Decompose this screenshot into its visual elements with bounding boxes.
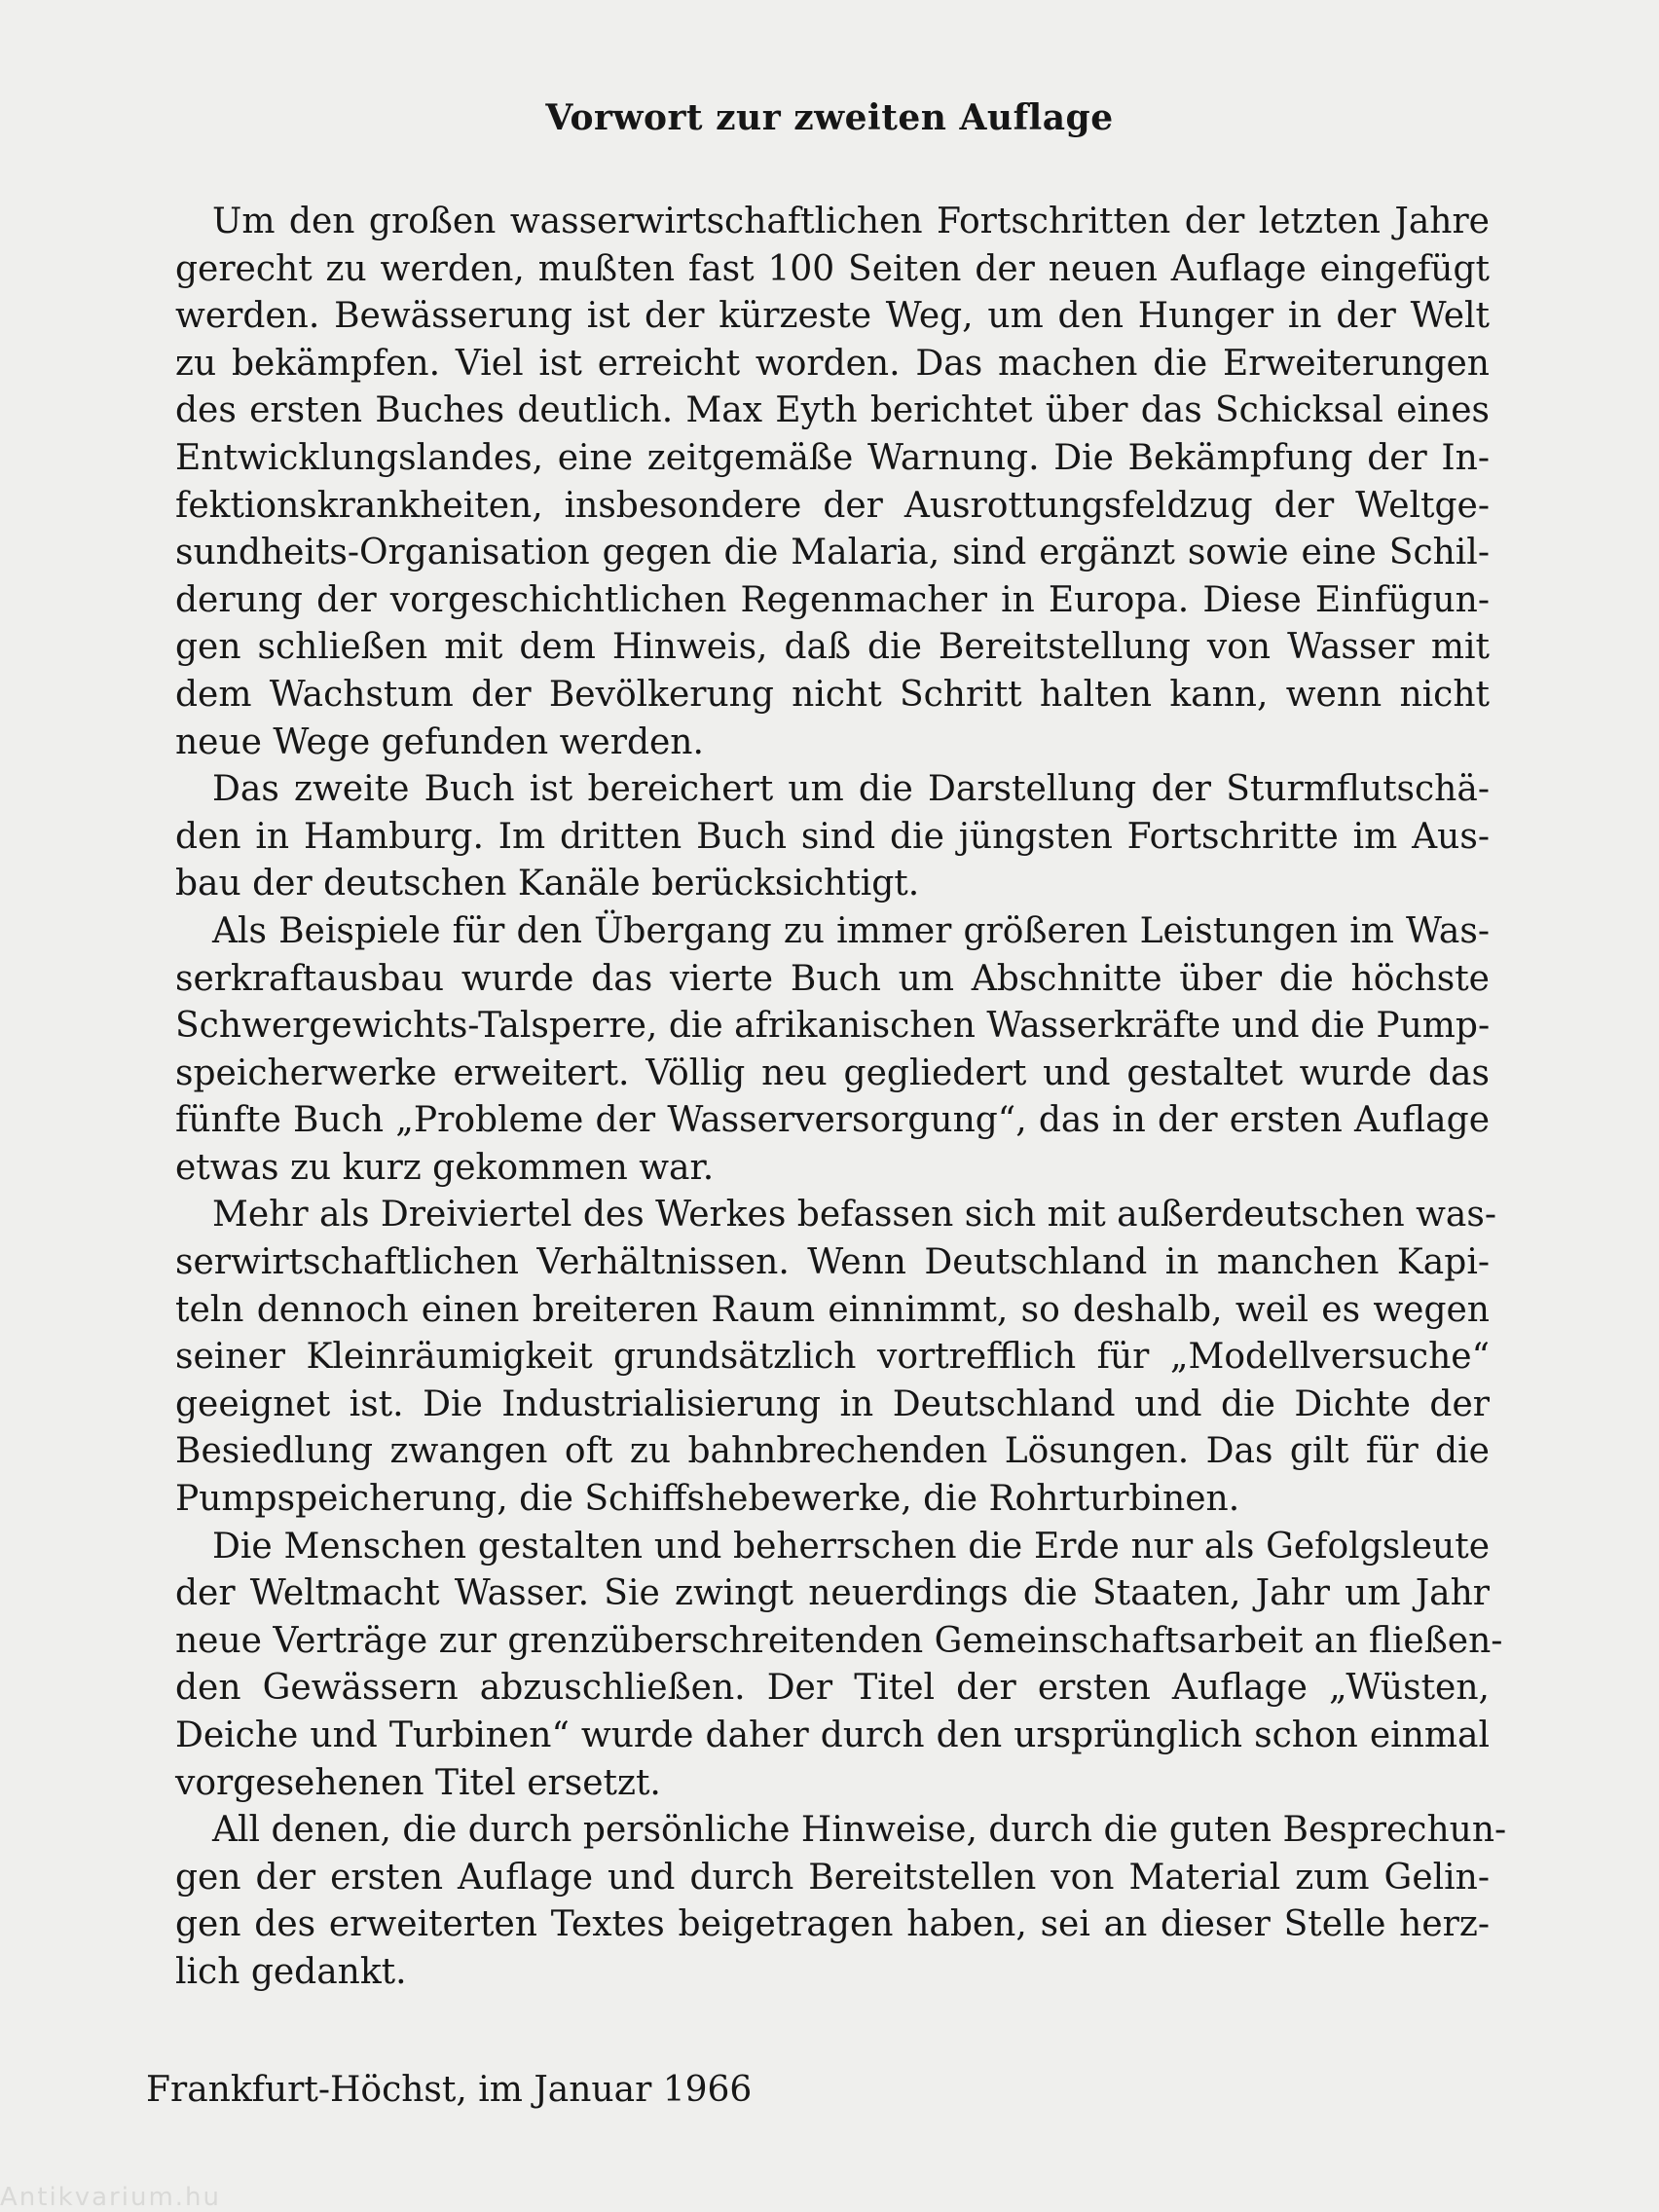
paragraph-1 <box>136 199 1490 766</box>
text-line: neue Wege gefunden werden. <box>175 721 704 762</box>
preface-body <box>136 199 1507 1997</box>
text-line: teln dennoch einen breiteren Raum einnimmt, so deshalb, weil es wegen <box>175 1289 1490 1330</box>
text-line: derung der vorgeschichtlichen Regenmacher in Europa. Diese Einfügun- <box>175 579 1490 620</box>
paragraph-4 <box>136 1192 1497 1523</box>
text-line: All denen, die durch persönliche Hinweise, durch die guten Besprechun- <box>212 1810 1507 1851</box>
place-date-signature: Frankfurt-Höchst, im Januar 1966 <box>146 2070 753 2110</box>
text-line: lich gedankt. <box>175 1951 407 1992</box>
text-line: gen der ersten Auflage und durch Bereitstellen von Material zum Gelin- <box>175 1857 1490 1898</box>
text-line: Die Menschen gestalten und beherrschen die Erde nur als Gefolgsleute <box>212 1526 1490 1567</box>
text-line: fünfte Buch „Probleme der Wasserversorgung“, das in der ersten Auflage <box>175 1100 1490 1141</box>
text-line: geeignet ist. Die Industrialisierung in Deutschland und die Dichte der <box>175 1383 1490 1424</box>
text-line: Entwicklungslandes, eine zeitgemäße Warnung. Die Bekämpfung der In- <box>175 437 1490 478</box>
text-line: sundheits-Organisation gegen die Malaria, sind ergänzt sowie eine Schil- <box>175 533 1490 573</box>
paragraph-2 <box>136 766 1490 908</box>
text-line: vorgesehenen Titel ersetzt. <box>175 1762 661 1803</box>
text-line: serkraftausbau wurde das vierte Buch um Abschnitte über die höchste <box>175 958 1490 999</box>
text-line: gerecht zu werden, mußten fast 100 Seiten der neuen Auflage eingefügt <box>175 248 1490 289</box>
paragraph-3 <box>136 908 1490 1193</box>
text-line: zu bekämpfen. Viel ist erreicht worden. Das machen die Erweiterungen <box>175 343 1490 384</box>
text-line: neue Verträge zur grenzüberschreitenden Gemeinschaftsarbeit an fließen- <box>175 1620 1503 1661</box>
text-line: Pumpspeicherung, die Schiffshebewerke, die Rohrturbinen. <box>175 1479 1240 1520</box>
text-line: fektionskrankheiten, insbesondere der Ausrottungsfeldzug der Weltge- <box>175 485 1490 526</box>
text-line: des ersten Buches deutlich. Max Eyth berichtet über das Schicksal eines <box>175 390 1490 431</box>
text-line: Als Beispiele für den Übergang zu immer größeren Leistungen im Was- <box>212 910 1490 951</box>
text-line: speicherwerke erweitert. Völlig neu gegliedert und gestaltet wurde das <box>175 1052 1490 1093</box>
text-line: werden. Bewässerung ist der kürzeste Weg, um den Hunger in der Welt <box>175 296 1490 337</box>
text-line: gen schließen mit dem Hinweis, daß die Bereitstellung von Wasser mit <box>175 627 1490 668</box>
text-line: dem Wachstum der Bevölkerung nicht Schritt halten kann, wenn nicht <box>175 674 1490 715</box>
paragraph-5 <box>136 1524 1503 1808</box>
text-line: Das zweite Buch ist bereichert um die Darstellung der Sturmflutschä- <box>212 769 1490 810</box>
page-title: Vorwort zur zweiten Auflage <box>545 97 1114 138</box>
text-line: bau der deutschen Kanäle berücksichtigt. <box>175 864 920 904</box>
text-line: den in Hamburg. Im dritten Buch sind die jüngsten Fortschritte im Aus- <box>175 816 1490 857</box>
text-line: Mehr als Dreiviertel des Werkes befassen sich mit außerdeutschen was- <box>212 1195 1497 1235</box>
text-line: serwirtschaftlichen Verhältnissen. Wenn Deutschland in manchen Kapi- <box>175 1242 1490 1283</box>
text-line: etwas zu kurz gekommen war. <box>175 1147 715 1188</box>
text-line: Deiche und Turbinen“ wurde daher durch den ursprünglich schon einmal <box>175 1715 1490 1755</box>
text-line: den Gewässern abzuschließen. Der Titel der ersten Auflage „Wüsten, <box>175 1668 1490 1709</box>
text-line: Besiedlung zwangen oft zu bahnbrechenden Lösungen. Das gilt für die <box>175 1431 1490 1472</box>
text-line: der Weltmacht Wasser. Sie zwingt neuerdings die Staaten, Jahr um Jahr <box>175 1573 1490 1614</box>
watermark: Antikvarium.hu <box>0 2183 221 2212</box>
text-line: Schwergewichts-Talsperre, die afrikanischen Wasserkräfte und die Pump- <box>175 1006 1491 1047</box>
text-line: gen des erweiterten Textes beigetragen haben, sei an dieser Stelle herz- <box>175 1904 1490 1945</box>
text-line: Um den großen wasserwirtschaftlichen Fortschritten der letzten Jahre <box>212 202 1490 241</box>
text-line: seiner Kleinräumigkeit grundsätzlich vortrefflich für „Modellversuche“ <box>175 1337 1490 1378</box>
paragraph-6 <box>136 1807 1507 1996</box>
